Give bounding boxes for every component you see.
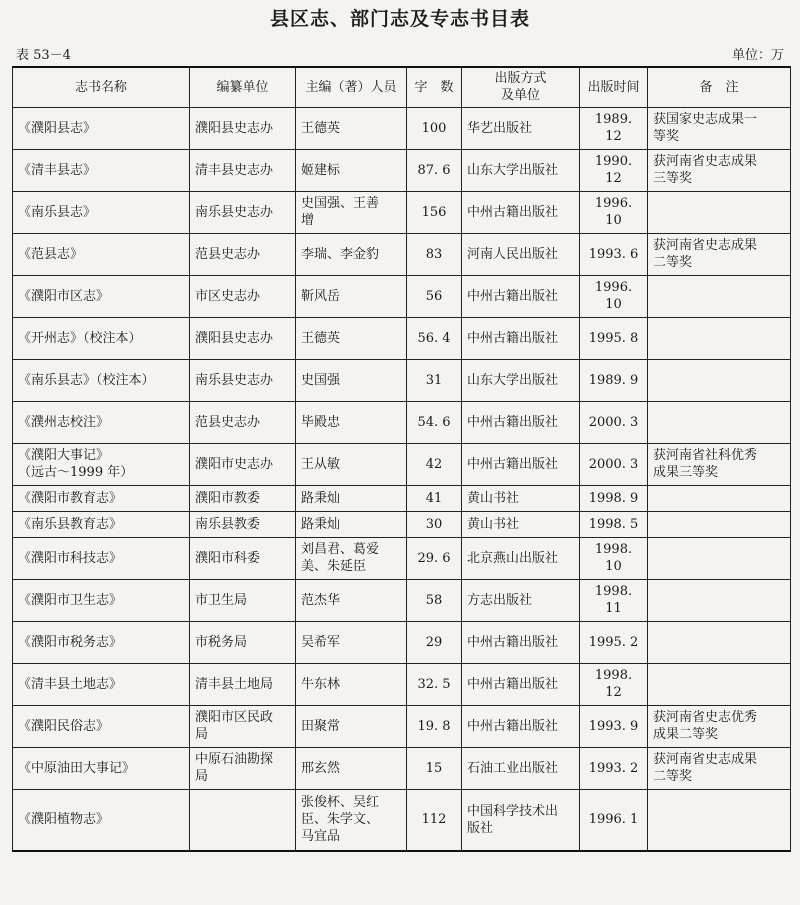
cell-publisher: 黄山书社 xyxy=(462,511,580,537)
cell-publisher: 中国科学技术出 版社 xyxy=(462,789,580,851)
cell-publisher: 方志出版社 xyxy=(462,579,580,621)
cell-unit: 南乐县史志办 xyxy=(190,359,296,401)
cell-date: 1989. 9 xyxy=(580,359,648,401)
cell-words: 30 xyxy=(407,511,462,537)
table-row xyxy=(13,663,791,705)
cell-note xyxy=(648,663,791,705)
cell-date: 1996. 10 xyxy=(580,275,648,317)
cell-name: 《濮阳市卫生志》 xyxy=(13,579,190,621)
cell-words: 54. 6 xyxy=(407,401,462,443)
cell-editor: 邢玄然 xyxy=(296,747,407,789)
cell-date: 1993. 9 xyxy=(580,705,648,747)
cell-unit: 市税务局 xyxy=(190,621,296,663)
table-row xyxy=(13,275,791,317)
cell-name: 《南乐县志》（校注本） xyxy=(13,359,190,401)
cell-note: 获河南省社科优秀 成果三等奖 xyxy=(648,443,791,485)
cell-words: 15 xyxy=(407,747,462,789)
cell-editor: 姬建标 xyxy=(296,149,407,191)
cell-date: 1989. 12 xyxy=(580,107,648,149)
cell-date: 1993. 2 xyxy=(580,747,648,789)
cell-publisher: 中州古籍出版社 xyxy=(462,401,580,443)
cell-note xyxy=(648,537,791,579)
cell-name: 《濮阳植物志》 xyxy=(13,789,190,851)
cell-note xyxy=(648,359,791,401)
cell-date: 2000. 3 xyxy=(580,443,648,485)
cell-date: 1993. 6 xyxy=(580,233,648,275)
cell-name: 《濮阳大事记》 （远古～1999 年） xyxy=(13,443,190,485)
cell-unit: 市区史志办 xyxy=(190,275,296,317)
table-row xyxy=(13,149,791,191)
cell-words: 83 xyxy=(407,233,462,275)
cell-publisher: 石油工业出版社 xyxy=(462,747,580,789)
table-row xyxy=(13,317,791,359)
cell-words: 100 xyxy=(407,107,462,149)
cell-unit: 濮阳市科委 xyxy=(190,537,296,579)
cell-name: 《濮州志校注》 xyxy=(13,401,190,443)
header-words: 字 数 xyxy=(407,67,462,107)
cell-name: 《濮阳县志》 xyxy=(13,107,190,149)
cell-words: 156 xyxy=(407,191,462,233)
cell-editor: 王德英 xyxy=(296,107,407,149)
cell-name: 《濮阳市区志》 xyxy=(13,275,190,317)
cell-publisher: 中州古籍出版社 xyxy=(462,443,580,485)
table-row xyxy=(13,621,791,663)
cell-unit: 濮阳市教委 xyxy=(190,485,296,511)
table-row xyxy=(13,537,791,579)
table-row xyxy=(13,233,791,275)
cell-unit: 濮阳市区民政 局 xyxy=(190,705,296,747)
cell-name: 《开州志》（校注本） xyxy=(13,317,190,359)
cell-name: 《濮阳市教育志》 xyxy=(13,485,190,511)
cell-publisher: 黄山书社 xyxy=(462,485,580,511)
table-row xyxy=(13,485,791,511)
cell-unit: 南乐县史志办 xyxy=(190,191,296,233)
table-row xyxy=(13,359,791,401)
cell-words: 42 xyxy=(407,443,462,485)
cell-note xyxy=(648,401,791,443)
cell-date: 1998. 5 xyxy=(580,511,648,537)
cell-note xyxy=(648,579,791,621)
cell-editor: 王从敏 xyxy=(296,443,407,485)
header-editor: 主编（著）人员 xyxy=(296,67,407,107)
cell-note xyxy=(648,789,791,851)
cell-note: 获国家史志成果一 等奖 xyxy=(648,107,791,149)
cell-date: 1998. 11 xyxy=(580,579,648,621)
cell-name: 《濮阳市科技志》 xyxy=(13,537,190,579)
cell-editor: 牛东林 xyxy=(296,663,407,705)
table-row xyxy=(13,191,791,233)
cell-note xyxy=(648,511,791,537)
table-row xyxy=(13,579,791,621)
cell-name: 《清丰县志》 xyxy=(13,149,190,191)
cell-publisher: 山东大学出版社 xyxy=(462,359,580,401)
cell-note xyxy=(648,317,791,359)
unit-label: 单位：万 xyxy=(731,48,784,63)
cell-words: 56. 4 xyxy=(407,317,462,359)
cell-editor: 范杰华 xyxy=(296,579,407,621)
cell-date: 1998. 12 xyxy=(580,663,648,705)
cell-words: 41 xyxy=(407,485,462,511)
cell-publisher: 中州古籍出版社 xyxy=(462,663,580,705)
cell-editor: 张俊杯、吴红 臣、朱学文、 马宜品 xyxy=(296,789,407,851)
header-name: 志书名称 xyxy=(13,67,190,107)
cell-publisher: 中州古籍出版社 xyxy=(462,191,580,233)
cell-words: 56 xyxy=(407,275,462,317)
cell-unit: 范县史志办 xyxy=(190,233,296,275)
cell-words: 112 xyxy=(407,789,462,851)
table-row xyxy=(13,443,791,485)
bibliography-table xyxy=(12,66,791,852)
table-row xyxy=(13,401,791,443)
cell-publisher: 中州古籍出版社 xyxy=(462,705,580,747)
cell-date: 1998. 10 xyxy=(580,537,648,579)
cell-unit: 濮阳市史志办 xyxy=(190,443,296,485)
cell-note: 获河南省史志成果 二等奖 xyxy=(648,747,791,789)
cell-editor: 史国强、王善 增 xyxy=(296,191,407,233)
cell-name: 《中原油田大事记》 xyxy=(13,747,190,789)
cell-words: 87. 6 xyxy=(407,149,462,191)
cell-editor: 毕殿忠 xyxy=(296,401,407,443)
cell-note xyxy=(648,485,791,511)
cell-editor: 路秉灿 xyxy=(296,511,407,537)
cell-note: 获河南省史志优秀 成果二等奖 xyxy=(648,705,791,747)
cell-publisher: 北京燕山出版社 xyxy=(462,537,580,579)
cell-editor: 靳风岳 xyxy=(296,275,407,317)
cell-unit: 濮阳县史志办 xyxy=(190,107,296,149)
cell-editor: 吴希军 xyxy=(296,621,407,663)
cell-editor: 田聚常 xyxy=(296,705,407,747)
cell-note xyxy=(648,621,791,663)
cell-date: 2000. 3 xyxy=(580,401,648,443)
cell-date: 1995. 8 xyxy=(580,317,648,359)
cell-words: 29. 6 xyxy=(407,537,462,579)
cell-unit: 清丰县土地局 xyxy=(190,663,296,705)
cell-date: 1996. 1 xyxy=(580,789,648,851)
cell-editor: 路秉灿 xyxy=(296,485,407,511)
cell-publisher: 中州古籍出版社 xyxy=(462,621,580,663)
table-row xyxy=(13,107,791,149)
cell-date: 1990. 12 xyxy=(580,149,648,191)
cell-name: 《清丰县土地志》 xyxy=(13,663,190,705)
cell-editor: 王德英 xyxy=(296,317,407,359)
cell-editor: 史国强 xyxy=(296,359,407,401)
cell-name: 《南乐县教育志》 xyxy=(13,511,190,537)
cell-name: 《濮阳民俗志》 xyxy=(13,705,190,747)
table-code: 表 53－4 xyxy=(16,48,71,63)
table-row xyxy=(13,511,791,537)
cell-note xyxy=(648,191,791,233)
header-date: 出版时间 xyxy=(580,67,648,107)
header-unit: 编纂单位 xyxy=(190,67,296,107)
cell-unit: 清丰县史志办 xyxy=(190,149,296,191)
cell-words: 19. 8 xyxy=(407,705,462,747)
cell-words: 58 xyxy=(407,579,462,621)
cell-name: 《范县志》 xyxy=(13,233,190,275)
header-note: 备 注 xyxy=(648,67,791,107)
table-row xyxy=(13,705,791,747)
cell-editor: 刘昌君、葛爱 美、朱延臣 xyxy=(296,537,407,579)
cell-words: 29 xyxy=(407,621,462,663)
cell-unit xyxy=(190,789,296,851)
cell-publisher: 中州古籍出版社 xyxy=(462,275,580,317)
cell-name: 《南乐县志》 xyxy=(13,191,190,233)
cell-publisher: 山东大学出版社 xyxy=(462,149,580,191)
cell-date: 1996. 10 xyxy=(580,191,648,233)
cell-note xyxy=(648,275,791,317)
cell-publisher: 河南人民出版社 xyxy=(462,233,580,275)
cell-note: 获河南省史志成果 三等奖 xyxy=(648,149,791,191)
cell-unit: 濮阳县史志办 xyxy=(190,317,296,359)
cell-publisher: 华艺出版社 xyxy=(462,107,580,149)
cell-words: 31 xyxy=(407,359,462,401)
cell-unit: 市卫生局 xyxy=(190,579,296,621)
cell-date: 1998. 9 xyxy=(580,485,648,511)
cell-editor: 李瑞、李金豹 xyxy=(296,233,407,275)
cell-unit: 范县史志办 xyxy=(190,401,296,443)
cell-name: 《濮阳市税务志》 xyxy=(13,621,190,663)
page-title: 县区志、部门志及专志书目表 xyxy=(269,8,530,30)
table-row xyxy=(13,747,791,789)
cell-unit: 中原石油勘探 局 xyxy=(190,747,296,789)
cell-date: 1995. 2 xyxy=(580,621,648,663)
cell-unit: 南乐县教委 xyxy=(190,511,296,537)
cell-publisher: 中州古籍出版社 xyxy=(462,317,580,359)
cell-words: 32. 5 xyxy=(407,663,462,705)
cell-note: 获河南省史志成果 二等奖 xyxy=(648,233,791,275)
header-publisher: 出版方式 及单位 xyxy=(462,67,580,107)
table-row xyxy=(13,789,791,851)
header-row xyxy=(13,67,791,107)
